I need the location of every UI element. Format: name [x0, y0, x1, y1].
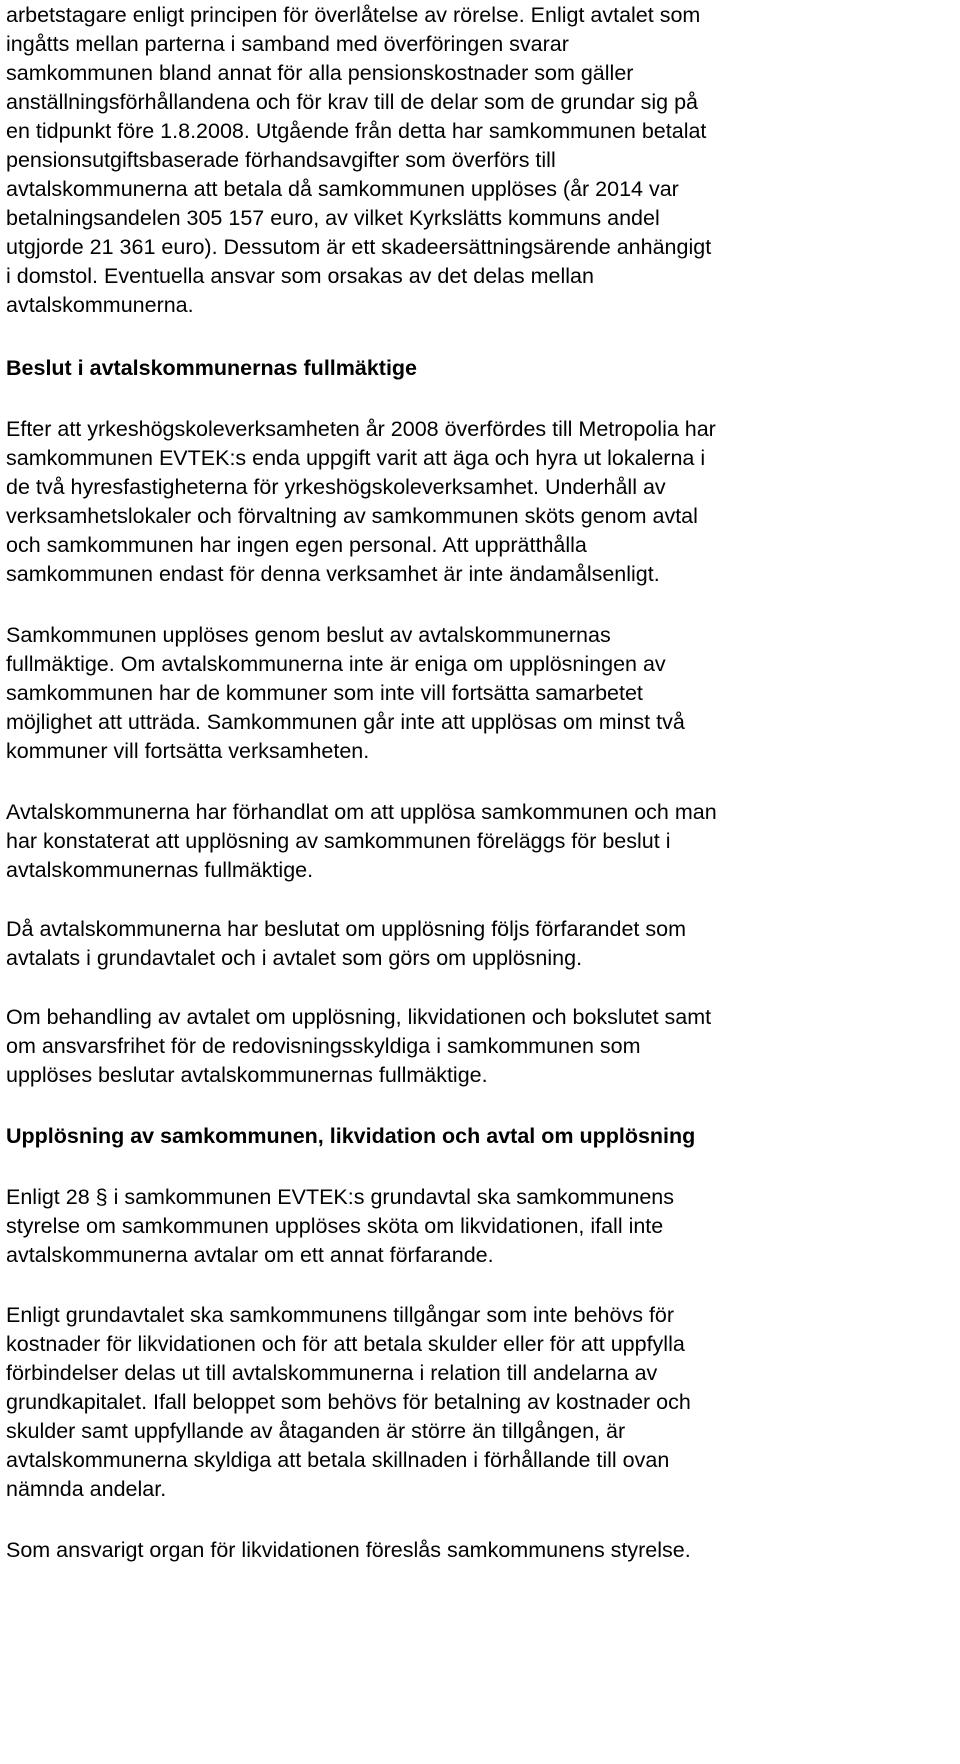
text-line: förbindelser delas ut till avtalskommunerna i relation till andelarna av: [6, 1361, 658, 1385]
text-line: kommuner vill fortsätta verksamheten.: [6, 739, 370, 763]
text-line: anställningsförhållandena och för krav till de delar som de grundar sig på: [6, 90, 698, 114]
text-line: arbetstagare enligt principen för överlåtelse av rörelse. Enligt avtalet som: [6, 3, 701, 27]
text-line: upplöses beslutar avtalskommunernas fullmäktige.: [6, 1063, 488, 1087]
text-line: utgjorde 21 361 euro). Dessutom är ett skadeersättningsärende anhängigt: [6, 235, 712, 259]
text-line: grundkapitalet. Ifall beloppet som behövs för betalning av kostnader och: [6, 1390, 691, 1414]
paragraph: [6, 1003, 711, 1090]
text-line: de två hyresfastigheterna för yrkeshögskoleverksamhet. Underhåll av: [6, 475, 666, 499]
text-line: Om behandling av avtalet om upplösning, likvidationen och bokslutet samt: [6, 1005, 712, 1029]
paragraph: [6, 1536, 691, 1565]
text-line: Enligt 28 § i samkommunen EVTEK:s grundavtal ska samkommunens: [6, 1185, 674, 1209]
text-line: en tidpunkt före 1.8.2008. Utgående från detta har samkommunen betalat: [6, 119, 707, 143]
text-line: avtalskommunerna avtalar om ett annat förfarande.: [6, 1243, 494, 1267]
paragraph: [6, 798, 717, 885]
text-line: pensionsutgiftsbaserade förhandsavgifter som överförs till: [6, 148, 556, 172]
text-line: Efter att yrkeshögskoleverksamheten år 2008 överfördes till Metropolia har: [6, 417, 716, 441]
text-line: har konstaterat att upplösning av samkommunen föreläggs för beslut i: [6, 829, 671, 853]
text-line: samkommunen endast för denna verksamhet är inte ändamålsenligt.: [6, 562, 660, 586]
text-line: samkommunen bland annat för alla pensionskostnader som gäller: [6, 61, 634, 85]
text-line: Som ansvarigt organ för likvidationen föreslås samkommunens styrelse.: [6, 1538, 691, 1562]
text-line: Avtalskommunerna har förhandlat om att upplösa samkommunen och man: [6, 800, 717, 824]
paragraph: [6, 621, 685, 766]
text-line: avtalskommunerna att betala då samkommunen upplöses (år 2014 var: [6, 177, 679, 201]
paragraph: [6, 1301, 691, 1504]
text-line: om ansvarsfrihet för de redovisningsskyldiga i samkommunen som: [6, 1034, 641, 1058]
text-line: i domstol. Eventuella ansvar som orsakas av det delas mellan: [6, 264, 594, 288]
text-line: fullmäktige. Om avtalskommunerna inte är eniga om upplösningen av: [6, 652, 666, 676]
section-heading-upplosning: Upplösning av samkommunen, likvidation och avtal om upplösning: [6, 1124, 696, 1148]
text-line: samkommunen har de kommuner som inte vill fortsätta samarbetet: [6, 681, 643, 705]
text-line: avtalskommunerna.: [6, 293, 194, 317]
text-line: avtalats i grundavtalet och i avtalet som görs om upplösning.: [6, 946, 583, 970]
paragraph: [6, 1183, 674, 1270]
text-line: Samkommunen upplöses genom beslut av avtalskommunernas: [6, 623, 611, 647]
text-line: avtalskommunernas fullmäktige.: [6, 858, 314, 882]
text-line: verksamhetslokaler och förvaltning av samkommunen sköts genom avtal: [6, 504, 698, 528]
text-line: möjlighet att utträda. Samkommunen går inte att upplösas om minst två: [6, 710, 685, 734]
text-line: skulder samt uppfyllande av åtaganden är större än tillgången, är: [6, 1419, 626, 1443]
text-line: styrelse om samkommunen upplöses sköta om likvidationen, ifall inte: [6, 1214, 664, 1238]
text-line: och samkommunen har ingen egen personal. Att upprätthålla: [6, 533, 587, 557]
text-line: kostnader för likvidationen och för att betala skulder eller för att uppfylla: [6, 1332, 685, 1356]
text-line: Enligt grundavtalet ska samkommunens tillgångar som inte behövs för: [6, 1303, 675, 1327]
text-line: samkommunen EVTEK:s enda uppgift varit att äga och hyra ut lokalerna i: [6, 446, 706, 470]
text-line: betalningsandelen 305 157 euro, av vilket Kyrkslätts kommuns andel: [6, 206, 660, 230]
text-line: ingåtts mellan parterna i samband med överföringen svarar: [6, 32, 569, 56]
text-line: avtalskommunerna skyldiga att betala skillnaden i förhållande till ovan: [6, 1448, 670, 1472]
paragraph: [6, 915, 686, 973]
text-line: Då avtalskommunerna har beslutat om upplösning följs förfarandet som: [6, 917, 686, 941]
paragraph: [6, 415, 716, 589]
intro-paragraph: [6, 1, 711, 320]
text-line: nämnda andelar.: [6, 1477, 167, 1501]
section-heading-fullmaktige: Beslut i avtalskommunernas fullmäktige: [6, 356, 418, 380]
